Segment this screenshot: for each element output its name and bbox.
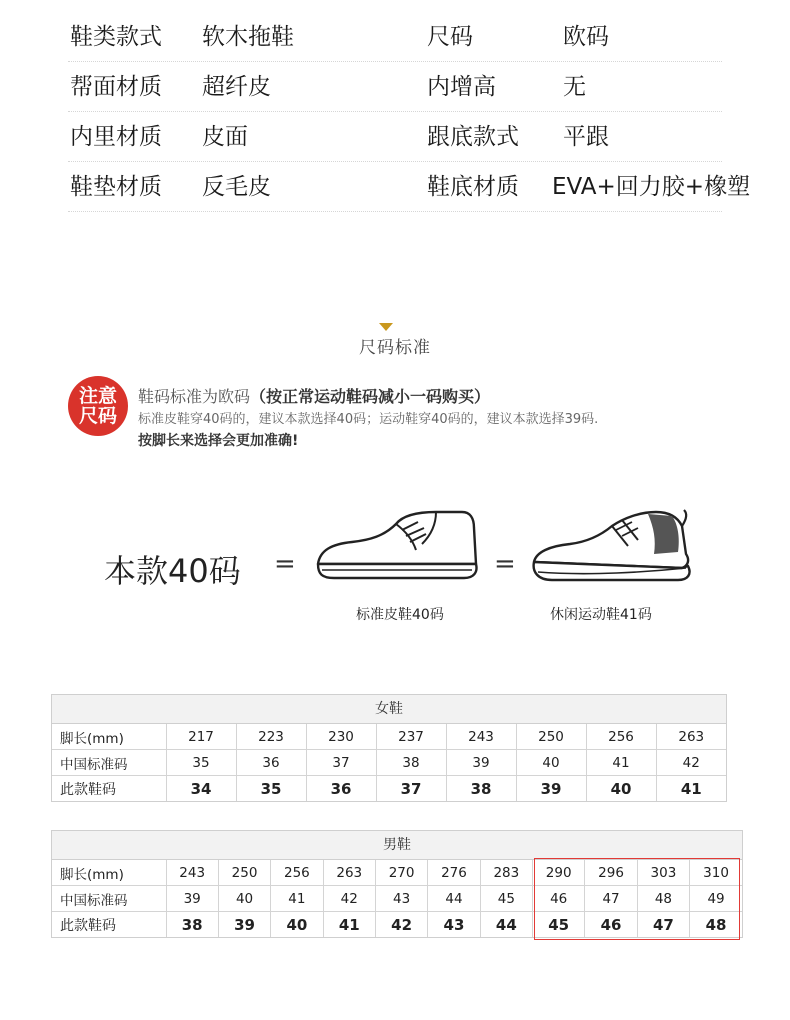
men-table-title: 男鞋: [52, 831, 742, 860]
table-cell: 263: [656, 724, 726, 750]
section-title: 尺码标准: [359, 338, 431, 358]
table-cell: 44: [428, 886, 480, 912]
table-row: [52, 776, 726, 802]
spec-value: EVA+回力胶+橡塑: [552, 174, 751, 200]
table-cell: 41: [271, 886, 323, 912]
table-cell: 47: [637, 912, 689, 938]
table-cell: 303: [637, 860, 689, 886]
table-cell: 41: [656, 776, 726, 802]
notice-badge-line1: 注意: [78, 385, 117, 407]
down-arrow-icon: [379, 323, 393, 331]
table-cell: 43: [428, 912, 480, 938]
table-cell: 256: [271, 860, 323, 886]
table-cell: 42: [656, 750, 726, 776]
table-cell: 45: [480, 886, 532, 912]
table-row: [52, 750, 726, 776]
spec-row: [68, 112, 722, 162]
table-cell: 43: [375, 886, 427, 912]
women-table-title: 女鞋: [52, 695, 726, 724]
sneaker-caption: 休闲运动鞋41码: [550, 607, 652, 623]
table-cell: 39: [166, 886, 218, 912]
table-cell: 283: [480, 860, 532, 886]
table-row: [52, 912, 742, 938]
table-cell: 39: [446, 750, 516, 776]
spec-label: 鞋类款式: [70, 24, 162, 50]
notice-headline-normal: 鞋码标准为欧码: [138, 387, 251, 406]
table-cell: 38: [446, 776, 516, 802]
spec-value: 反毛皮: [202, 174, 271, 200]
table-cell: 35: [166, 750, 236, 776]
table-cell: 223: [236, 724, 306, 750]
row-label: 脚长(mm): [52, 724, 166, 750]
spec-row: [68, 62, 722, 112]
row-label: 此款鞋码: [52, 912, 166, 938]
spec-label: 鞋底材质: [427, 174, 519, 200]
sneaker-icon: [528, 506, 698, 592]
table-cell: 41: [323, 912, 375, 938]
this-size-label: 本款40码: [104, 552, 241, 590]
women-size-table: [51, 694, 727, 802]
table-cell: 37: [306, 750, 376, 776]
table-cell: 41: [586, 750, 656, 776]
spec-label: 内增高: [427, 74, 496, 100]
table-cell: 39: [516, 776, 586, 802]
table-cell: 276: [428, 860, 480, 886]
table-cell: 49: [690, 886, 742, 912]
row-label: 此款鞋码: [52, 776, 166, 802]
spec-value: 平跟: [563, 124, 609, 150]
table-cell: 34: [166, 776, 236, 802]
notice-headline-bold: （按正常运动鞋码减小一码购买）: [250, 387, 491, 406]
table-cell: 40: [218, 886, 270, 912]
spec-value: 超纤皮: [202, 74, 271, 100]
table-cell: 40: [586, 776, 656, 802]
table-cell: 38: [376, 750, 446, 776]
table-cell: 36: [306, 776, 376, 802]
table-cell: 250: [218, 860, 270, 886]
table-cell: 36: [236, 750, 306, 776]
spec-row: [68, 162, 751, 212]
spec-value: 皮面: [202, 124, 248, 150]
row-label: 脚长(mm): [52, 860, 166, 886]
table-cell: 45: [533, 912, 585, 938]
table-cell: 46: [533, 886, 585, 912]
spec-row: [68, 12, 722, 62]
table-cell: 40: [271, 912, 323, 938]
spec-label: 帮面材质: [70, 74, 162, 100]
spec-label: 跟底款式: [427, 124, 519, 150]
table-cell: 243: [446, 724, 516, 750]
table-cell: 42: [323, 886, 375, 912]
equals-sign: =: [494, 549, 516, 579]
spec-table: [68, 12, 751, 212]
spec-label: 内里材质: [70, 124, 162, 150]
row-label: 中国标准码: [52, 750, 166, 776]
notice-advice: 标准皮鞋穿40码的，建议本款选择40码；运动鞋穿40码的，建议本款选择39码.: [138, 412, 599, 427]
table-cell: 38: [166, 912, 218, 938]
table-cell: 243: [166, 860, 218, 886]
men-size-grid: [52, 860, 742, 937]
table-cell: 44: [480, 912, 532, 938]
notice-badge-line2: 尺码: [78, 405, 117, 427]
leather-shoe-caption: 标准皮鞋40码: [356, 607, 444, 623]
notice-headline: [138, 384, 490, 407]
table-cell: 48: [637, 886, 689, 912]
table-row: [52, 886, 742, 912]
spec-value: 软木拖鞋: [202, 24, 294, 50]
table-cell: 39: [218, 912, 270, 938]
table-cell: 250: [516, 724, 586, 750]
equals-sign: =: [274, 549, 296, 579]
table-cell: 270: [375, 860, 427, 886]
leather-shoe-icon: [312, 506, 482, 586]
table-cell: 217: [166, 724, 236, 750]
table-cell: 237: [376, 724, 446, 750]
table-cell: 310: [690, 860, 742, 886]
table-row: [52, 860, 742, 886]
table-cell: 37: [376, 776, 446, 802]
table-cell: 256: [586, 724, 656, 750]
table-cell: 296: [585, 860, 637, 886]
spec-label: 鞋垫材质: [70, 174, 162, 200]
table-cell: 40: [516, 750, 586, 776]
table-cell: 263: [323, 860, 375, 886]
men-size-table: [51, 830, 743, 938]
table-cell: 48: [690, 912, 742, 938]
spec-value: 欧码: [563, 24, 609, 50]
table-cell: 230: [306, 724, 376, 750]
spec-label: 尺码: [427, 24, 473, 50]
table-cell: 42: [375, 912, 427, 938]
women-size-grid: [52, 724, 726, 801]
notice-tip: 按脚长来选择会更加准确!: [138, 433, 299, 449]
table-cell: 290: [533, 860, 585, 886]
row-label: 中国标准码: [52, 886, 166, 912]
table-cell: 35: [236, 776, 306, 802]
table-row: [52, 724, 726, 750]
table-cell: 47: [585, 886, 637, 912]
spec-value: 无: [563, 74, 586, 100]
table-cell: 46: [585, 912, 637, 938]
notice-badge: [68, 376, 128, 436]
